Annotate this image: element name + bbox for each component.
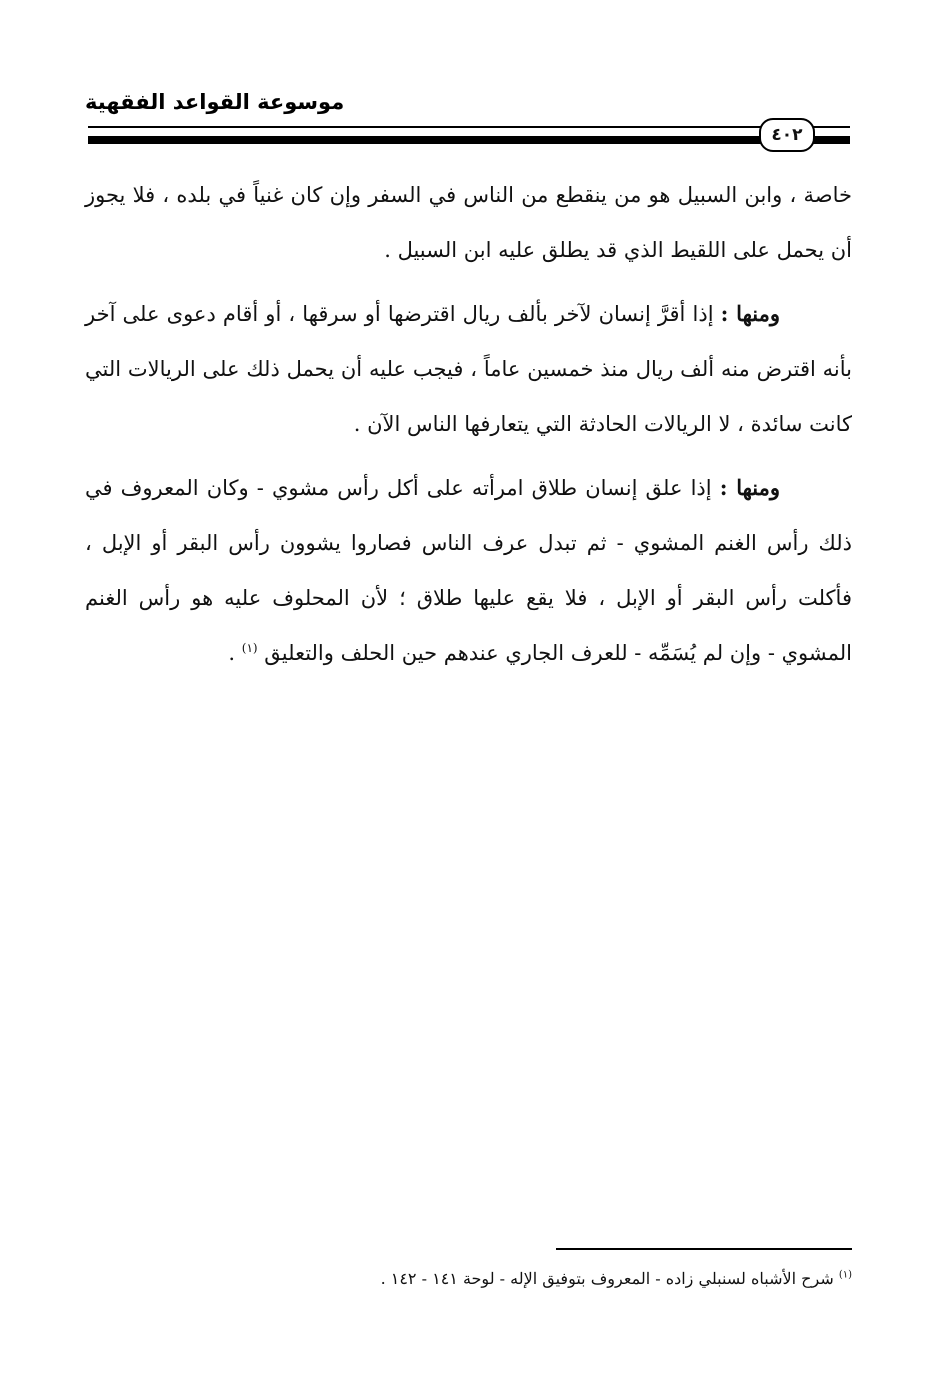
footnote-reference: (١) <box>241 641 258 655</box>
header-rule-thick <box>88 136 850 144</box>
footnote-text: شرح الأشباه لسنبلي زاده - المعروف بتوفيق الإله - لوحة ١٤١ - ١٤٢ . <box>380 1269 834 1288</box>
footnote-marker: (١) <box>838 1269 852 1281</box>
running-title: موسوعة القواعد الفقهية <box>85 90 345 114</box>
page-number-badge: ٤٠٢ <box>759 118 815 152</box>
footnote-rule <box>556 1248 852 1250</box>
paragraph-2 <box>85 286 852 452</box>
paragraph-1-line-1: خاصة ، وابن السبيل هو من ينقطع من الناس في السفر وإن كان غنياً في بلده ، <box>162 183 852 207</box>
paragraph-1 <box>85 168 852 278</box>
footnote <box>200 1266 852 1292</box>
paragraph-3-text: إذا علق إنسان طلاق امرأته على أكل رأس مشوي - وكان المعروف في ذلك رأس الغنم المشوي - ثم تبدل عرف الناس فصاروا يشوون رأس البقر أو الإبل ، فأكلت رأس البقر أو الإبل ، فلا يقع عليها طلاق ؛ لأن المحلوف عليه هو رأس الغنم المشوي - وإن لم يُسَمِّه - للعرف الجاري عندهم حين الحلف والتعليق <box>85 476 852 665</box>
paragraph-2-text: إذا أقرَّ إنسان لآخر بألف ريال اقترضها أو سرقها ، أو أقام دعوى على آخر بأنه اقترض منه ألف ريال منذ خمسين عاماً ، فيجب عليه أن يحمل ذلك على الريالات التي كانت سائدة ، لا الريالات الحادثة التي يتعارفها الناس الآن . <box>85 302 852 436</box>
body-text <box>85 168 852 681</box>
paragraph-3 <box>85 460 852 681</box>
paragraph-2-lead: ومنها : <box>720 301 780 326</box>
header-rule-thin <box>88 126 850 128</box>
paragraph-1-line-2: فلا يجوز أن يحمل على اللقيط الذي قد يطلق عليه ابن السبيل . <box>85 183 852 262</box>
paragraph-3-end: . <box>228 641 236 665</box>
paragraph-3-lead: ومنها : <box>719 475 780 500</box>
